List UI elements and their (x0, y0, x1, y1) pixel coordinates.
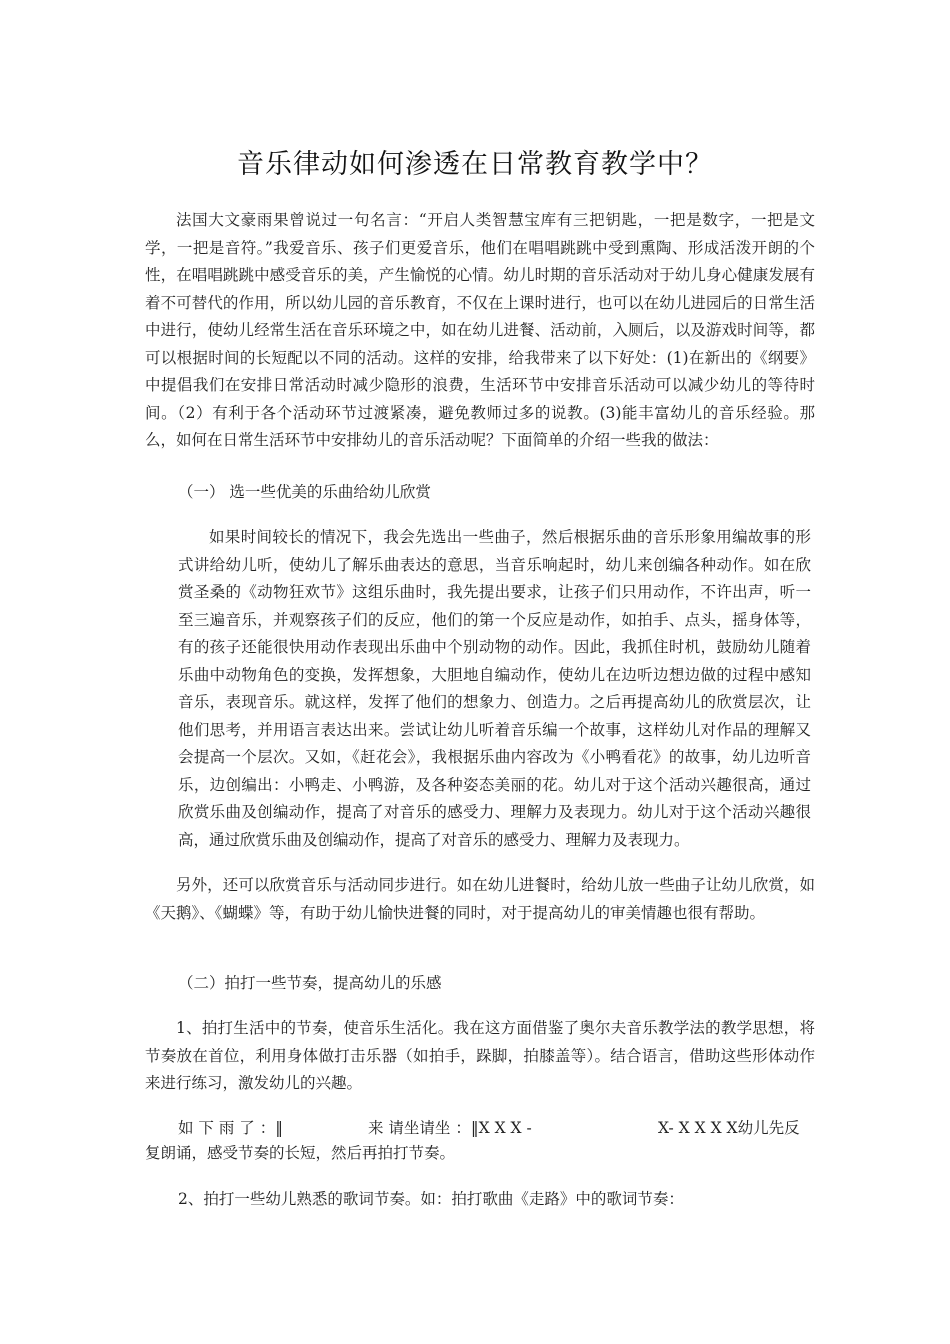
section-heading-2: （二）拍打一些节奏，提高幼儿的乐感 (178, 974, 442, 992)
item1-paragraph: 1、拍打生活中的节奏，使音乐生活化。我在这方面借鉴了奥尔夫音乐教学法的教学思想，将节奏放在首位，利用身体做打击乐器（如拍手，跺脚，拍膝盖等）。结合语言，借助这些形体动作来进行练习，激发幼儿的兴趣。 (145, 1019, 815, 1092)
intro-paragraph: 法国大文豪雨果曾说过一句名言：“开启人类智慧宝库有三把钥匙，一把是数字，一把是文学，一把是音符。”我爱音乐、孩子们更爱音乐，他们在唱唱跳跳中受到熏陶、形成活泼开朗的个性，在唱唱跳跳中感受音乐的美，产生愉悦的心情。幼儿时期的音乐活动对于幼儿身心健康发展有着不可替代的作用，所以幼儿园的音乐教育，不仅在上课时进行，也可以在幼儿进园后的日常生活中进行，使幼儿经常生活在音乐环境之中，如在幼儿进餐、活动前，入厕后，以及游戏时间等，都可以根据时间的长短配以不同的活动。这样的安排，给我带来了以下好处：(1)在新出的《纲要》中提倡我们在安排日常活动时减少隐形的浪费，生活环节中安排音乐活动可以减少幼儿的等待时间。（2）有利于各个活动环节过渡紧凑，避免教师过多的说教。(3)能丰富幼儿的音乐经验。那么，如何在日常生活环节中安排幼儿的音乐活动呢？下面简单的介绍一些我的做法： (145, 211, 815, 449)
section-heading-1: （一） 选一些优美的乐曲给幼儿欣赏 (178, 483, 431, 501)
rhythm-continuation: 复朗诵，感受节奏的长短，然后再拍打节奏。 (145, 1144, 456, 1162)
section1b-paragraph: 另外，还可以欣赏音乐与活动同步进行。如在幼儿进餐时，给幼儿放一些曲子让幼儿欣赏，如《天鹅》、《蝴蝶》等，有助于幼儿愉快进餐的同时，对于提高幼儿的审美情趣也很有帮助。 (145, 876, 815, 922)
rhythm-line (178, 1115, 818, 1143)
document-title: 音乐律动如何渗透在日常教育教学中？ (237, 149, 713, 180)
rhythm-part-a: 如 下 雨 了 ：‖ (178, 1119, 283, 1137)
rhythm-part-c: X- X X X X幼儿先反 (658, 1119, 800, 1137)
item2-paragraph: 2、拍打一些幼儿熟悉的歌词节奏。如：拍打歌曲《走路》中的歌词节奏： (178, 1190, 684, 1208)
rhythm-part-b: 来 请坐请坐 ：‖X X X - (368, 1119, 532, 1137)
section1-paragraph: 如果时间较长的情况下，我会先选出一些曲子，然后根据乐曲的音乐形象用编故事的形式讲给幼儿听，使幼儿了解乐曲表达的意思，当音乐响起时，幼儿来创编各种动作。如在欣赏圣桑的《动物狂欢节》这组乐曲时，我先提出要求，让孩子们只用动作，不许出声，听一至三遍音乐，并观察孩子们的反应，他们的第一个反应是动作，如拍手、点头，摇身体等，有的孩子还能很快用动作表现出乐曲中个别动物的动作。因此，我抓住时机，鼓励幼儿随着乐曲中动物角色的变换，发挥想象，大胆地自编动作，使幼儿在边听边想边做的过程中感知音乐，表现音乐。就这样，发挥了他们的想象力、创造力。之后再提高幼儿的欣赏层次，让他们思考，并用语言表达出来。尝试让幼儿听着音乐编一个故事，这样幼儿对作品的理解又会提高一个层次。又如，《赶花会》，我根据乐曲内容改为《小鸭看花》的故事，幼儿边听音乐，边创编出：小鸭走、小鸭游，及各种姿态美丽的花。幼儿对于这个活动兴趣很高，通过欣赏乐曲及创编动作，提高了对音乐的感受力、理解力及表现力。幼儿对于这个活动兴趣很高，通过欣赏乐曲及创编动作，提高了对音乐的感受力、理解力及表现力。 (178, 528, 811, 849)
